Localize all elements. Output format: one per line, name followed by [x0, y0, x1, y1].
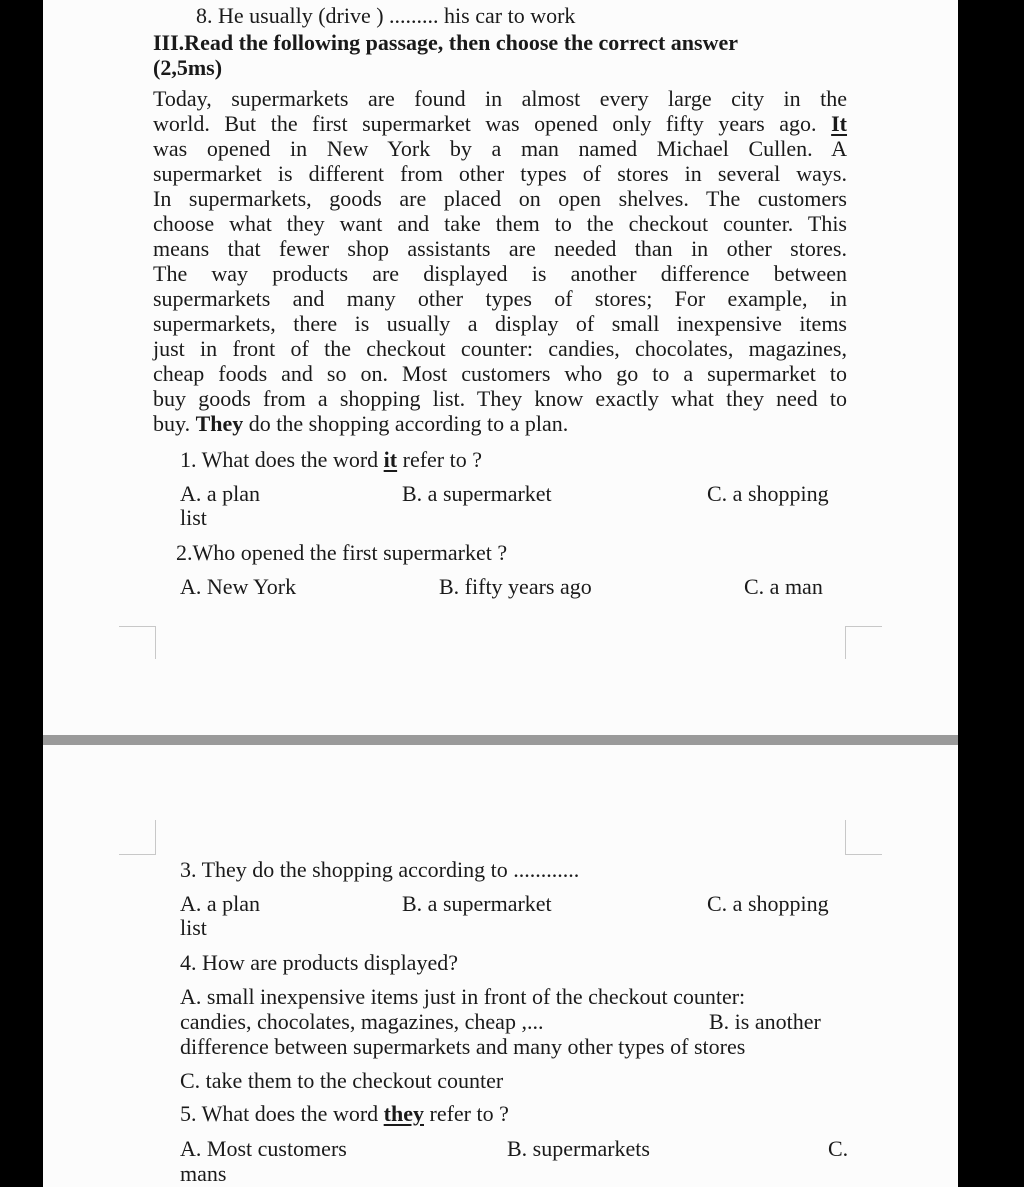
page-corner-mark [845, 626, 882, 659]
passage-line: means that fewer shop assistants are needed than in other stores. [153, 236, 847, 261]
passage-line: supermarkets and many other types of stores; For example, in [153, 286, 847, 311]
q1-option-c-continued: list [180, 505, 207, 530]
q5-option-c[interactable]: C. [828, 1136, 849, 1161]
q2-option-a[interactable]: A. New York [180, 574, 297, 599]
q3-option-c-continued: list [180, 915, 207, 940]
q4-option-b[interactable]: B. is another [709, 1009, 821, 1034]
q4-option-a-continued: candies, chocolates, magazines, cheap ,... [180, 1009, 544, 1034]
q4-option-b-continued: difference between supermarkets and many other types of stores [180, 1034, 746, 1059]
q2-option-b[interactable]: B. fifty years ago [439, 574, 592, 599]
page-corner-mark [845, 820, 882, 855]
q3-option-c[interactable]: C. a shopping [707, 891, 829, 916]
q5-option-a[interactable]: A. Most customers [180, 1136, 347, 1161]
q3-option-b[interactable]: B. a supermarket [402, 891, 552, 916]
reading-passage [153, 86, 847, 436]
question-5: 5. What does the word they refer to ? [180, 1101, 509, 1126]
passage-line: world. But the first supermarket was opened only fifty years ago. It [153, 111, 848, 136]
q3-option-a[interactable]: A. a plan [180, 891, 261, 916]
q4-option-a[interactable]: A. small inexpensive items just in front of the checkout counter: [180, 984, 746, 1009]
passage-line: In supermarkets, goods are placed on open shelves. The customers [153, 186, 847, 211]
q2-option-c[interactable]: C. a man [744, 574, 823, 599]
passage-line: buy. They do the shopping according to a plan. [153, 411, 569, 436]
passage-line: cheap foods and so on. Most customers who go to a supermarket to [153, 361, 847, 386]
question-1: 1. What does the word it refer to ? [180, 447, 483, 472]
q4-option-c[interactable]: C. take them to the checkout counter [180, 1068, 504, 1093]
q5-option-b[interactable]: B. supermarkets [507, 1136, 650, 1161]
passage-line: supermarkets, there is usually a display of small inexpensive items [153, 311, 847, 336]
section-score: (2,5ms) [153, 55, 223, 80]
page-corner-mark [119, 626, 156, 659]
question-4: 4. How are products displayed? [180, 950, 458, 975]
question-3: 3. They do the shopping according to ............ [180, 857, 580, 882]
bold-word-they: They [195, 411, 244, 436]
passage-line: The way products are displayed is another difference between [153, 261, 847, 286]
page-corner-mark [119, 820, 156, 855]
section-heading: III.Read the following passage, then choose the correct answer [153, 30, 738, 55]
passage-line: was opened in New York by a man named Michael Cullen. A [153, 136, 847, 161]
q1-option-c[interactable]: C. a shopping [707, 481, 829, 506]
passage-line: buy goods from a shopping list. They know exactly what they need to [153, 386, 847, 411]
question-2: 2.Who opened the first supermarket ? [176, 540, 508, 565]
underlined-word-it: It [831, 111, 848, 136]
page-separator [43, 735, 958, 745]
passage-line: supermarket is different from other types of stores in several ways. [153, 161, 847, 186]
question-8: 8. He usually (drive ) ......... his car to work [196, 3, 576, 28]
passage-line: Today, supermarkets are found in almost every large city in the [153, 86, 847, 111]
q5-option-c-continued: mans [180, 1161, 227, 1186]
q1-option-a[interactable]: A. a plan [180, 481, 261, 506]
passage-line: just in front of the checkout counter: candies, chocolates, magazines, [153, 336, 847, 361]
passage-line: choose what they want and take them to the checkout counter. This [153, 211, 847, 236]
document-page [43, 0, 958, 1187]
q1-option-b[interactable]: B. a supermarket [402, 481, 552, 506]
